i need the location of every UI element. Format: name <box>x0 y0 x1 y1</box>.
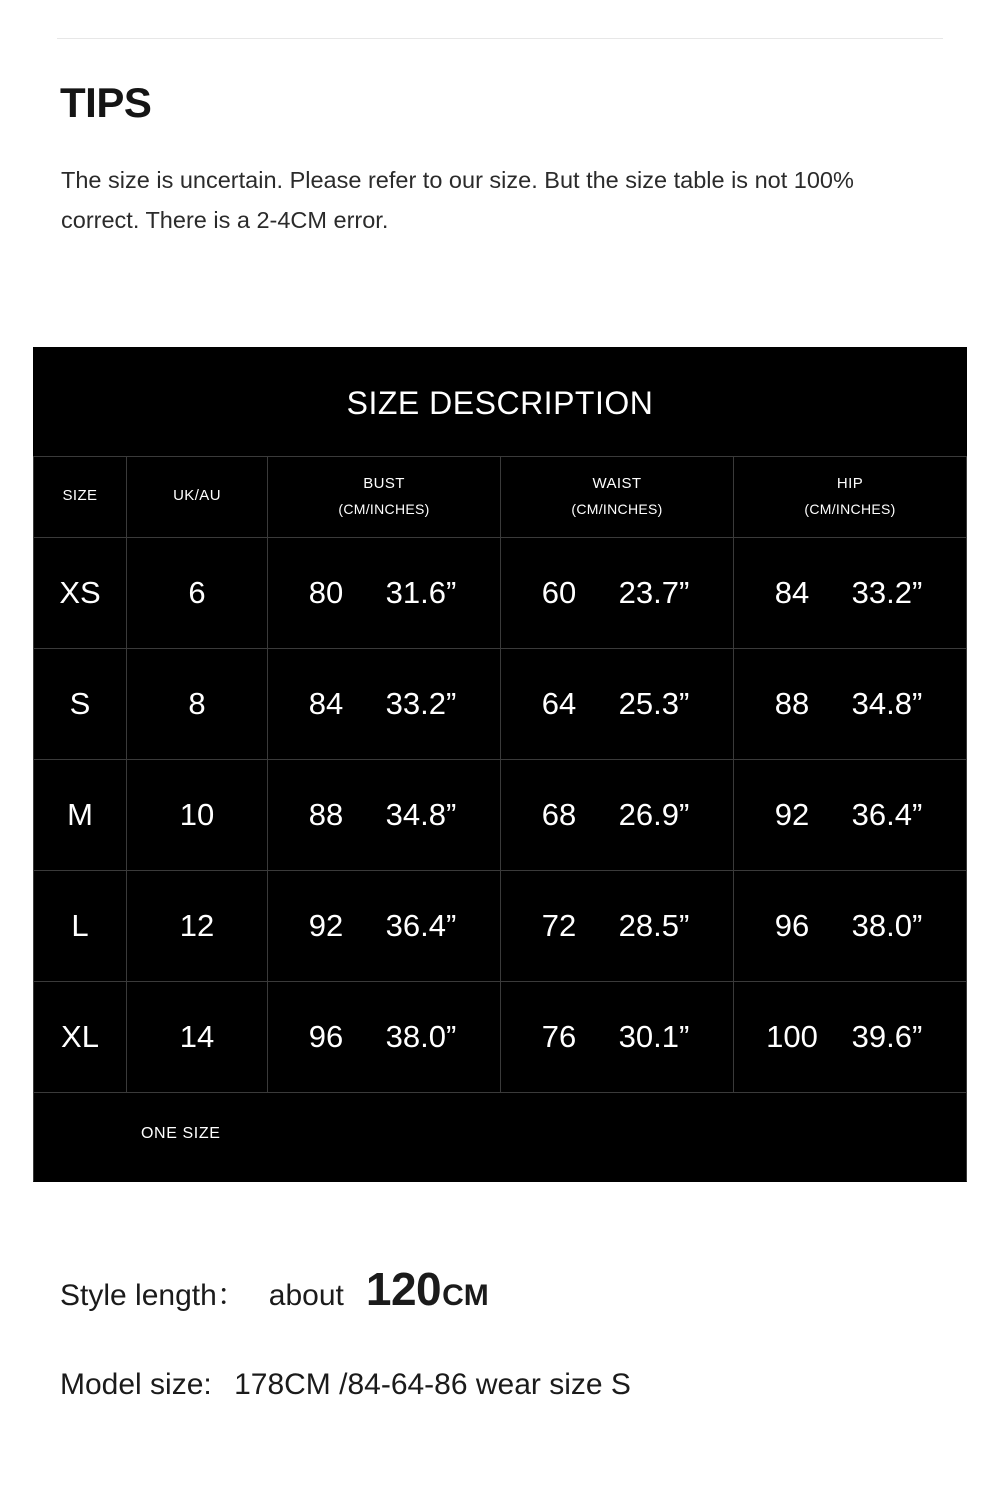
cell-hip-inches: 36.4” <box>851 797 923 833</box>
cell-waist-cm: 68 <box>541 797 577 833</box>
size-table-body <box>34 538 967 1093</box>
column-header-size <box>34 457 127 538</box>
column-header-size-label: SIZE <box>62 487 98 505</box>
cell-hip-inches: 34.8” <box>851 686 923 722</box>
cell-waist-inches: 30.1” <box>618 1019 690 1055</box>
cell-bust-cm: 80 <box>308 575 344 611</box>
model-size-value: 178CM /84-64-86 wear size S <box>234 1368 631 1401</box>
cell-waist <box>501 760 734 871</box>
cell-bust <box>268 982 501 1093</box>
cell-hip <box>734 760 967 871</box>
column-header-hip-unit: (CM/INCHES) <box>804 500 896 517</box>
cell-hip-cm: 92 <box>774 797 810 833</box>
model-size-label: Model size: <box>60 1368 212 1401</box>
cell-waist-inches: 26.9” <box>618 797 690 833</box>
cell-size: L <box>34 871 127 982</box>
cell-waist-inches: 28.5” <box>618 908 690 944</box>
column-header-waist-unit: (CM/INCHES) <box>571 500 663 517</box>
size-description-card <box>33 347 967 1182</box>
cell-size: M <box>34 760 127 871</box>
cell-bust <box>268 649 501 760</box>
cell-hip-cm: 96 <box>774 908 810 944</box>
column-header-hip-label: HIP <box>836 475 864 492</box>
cell-bust-cm: 84 <box>308 686 344 722</box>
cell-bust-inches: 31.6” <box>385 575 457 611</box>
style-length-unit: CM <box>442 1279 489 1312</box>
table-row <box>34 871 967 982</box>
cell-bust <box>268 760 501 871</box>
one-size-row <box>33 1093 967 1182</box>
one-size-label: ONE SIZE <box>141 1125 221 1143</box>
style-length-value: 120 <box>365 1263 442 1315</box>
table-row <box>34 649 967 760</box>
cell-waist <box>501 649 734 760</box>
cell-waist-cm: 76 <box>541 1019 577 1055</box>
cell-hip-cm: 84 <box>774 575 810 611</box>
size-table-head <box>34 457 967 538</box>
table-row <box>34 760 967 871</box>
cell-waist-cm: 72 <box>541 908 577 944</box>
table-header-row <box>34 457 967 538</box>
style-length-about: about <box>268 1279 344 1312</box>
column-header-bust-label: BUST <box>363 475 405 492</box>
column-header-waist <box>501 457 734 538</box>
cell-waist-cm: 64 <box>541 686 577 722</box>
cell-waist-inches: 23.7” <box>618 575 690 611</box>
size-table <box>33 456 967 1093</box>
table-row <box>34 982 967 1093</box>
cell-waist-inches: 25.3” <box>618 686 690 722</box>
cell-uk-au: 10 <box>127 760 268 871</box>
style-length-label: Style length： <box>60 1279 247 1312</box>
cell-uk-au: 6 <box>127 538 268 649</box>
cell-bust-inches: 34.8” <box>385 797 457 833</box>
cell-waist-cm: 60 <box>541 575 577 611</box>
column-header-waist-label: WAIST <box>592 475 642 492</box>
cell-bust-inches: 36.4” <box>385 908 457 944</box>
cell-uk-au: 14 <box>127 982 268 1093</box>
cell-size: S <box>34 649 127 760</box>
column-header-hip <box>734 457 967 538</box>
cell-bust-cm: 96 <box>308 1019 344 1055</box>
style-length <box>60 1262 489 1316</box>
cell-hip-inches: 39.6” <box>851 1019 923 1055</box>
page-title: TIPS <box>60 79 152 126</box>
column-header-uk-au-label: UK/AU <box>173 487 221 505</box>
cell-hip <box>734 982 967 1093</box>
cell-bust-cm: 92 <box>308 908 344 944</box>
cell-bust-cm: 88 <box>308 797 344 833</box>
cell-hip-inches: 33.2” <box>851 575 923 611</box>
table-row <box>34 538 967 649</box>
cell-hip <box>734 538 967 649</box>
cell-bust <box>268 871 501 982</box>
cell-size: XS <box>34 538 127 649</box>
size-description-title: SIZE DESCRIPTION <box>346 385 654 421</box>
cell-bust-inches: 33.2” <box>385 686 457 722</box>
cell-uk-au: 8 <box>127 649 268 760</box>
column-header-bust <box>268 457 501 538</box>
cell-waist <box>501 982 734 1093</box>
tips-description: The size is uncertain. Please refer to our size. But the size table is not 100% correct. There is a 2-4CM error. <box>61 167 854 234</box>
cell-uk-au: 12 <box>127 871 268 982</box>
model-size <box>60 1368 631 1402</box>
cell-hip <box>734 649 967 760</box>
cell-bust <box>268 538 501 649</box>
cell-hip-cm: 88 <box>774 686 810 722</box>
column-header-uk-au <box>127 457 268 538</box>
cell-size: XL <box>34 982 127 1093</box>
cell-hip-inches: 38.0” <box>851 908 923 944</box>
cell-hip-cm: 100 <box>766 1019 818 1055</box>
cell-waist <box>501 538 734 649</box>
top-divider <box>57 38 943 39</box>
cell-hip <box>734 871 967 982</box>
cell-bust-inches: 38.0” <box>385 1019 457 1055</box>
cell-waist <box>501 871 734 982</box>
column-header-bust-unit: (CM/INCHES) <box>338 500 430 517</box>
